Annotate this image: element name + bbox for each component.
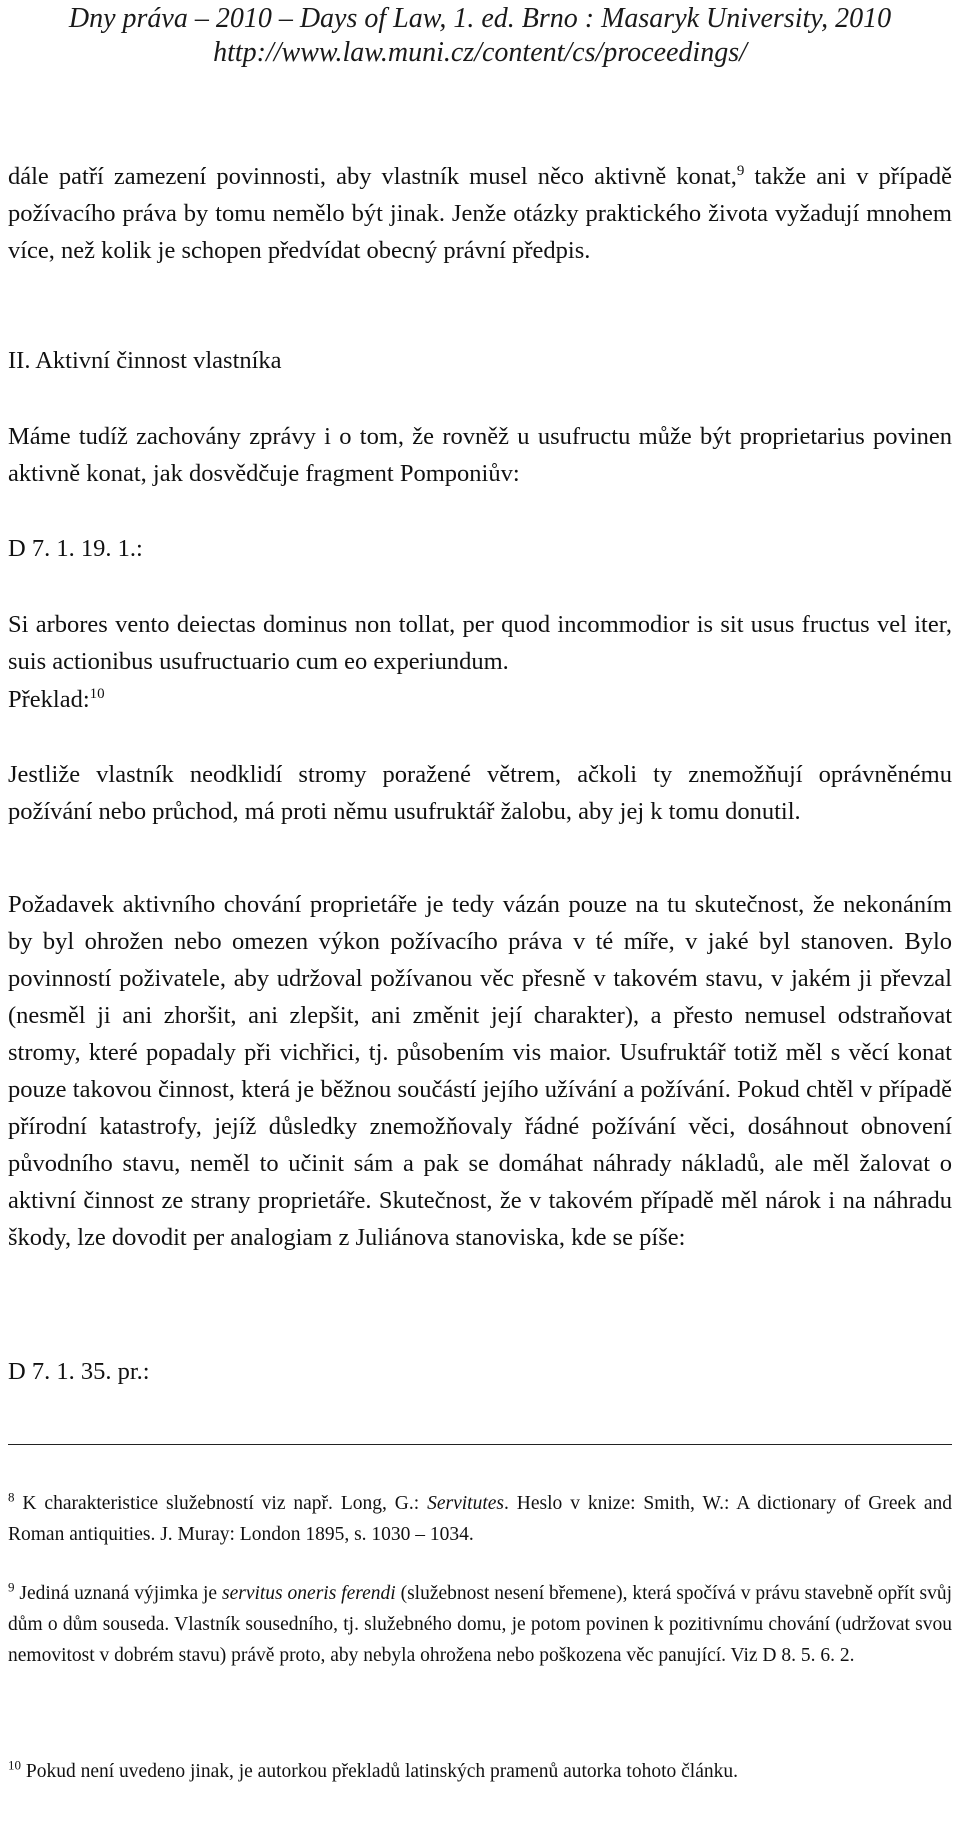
- paragraph-usufruct: Máme tudíž zachovány zprávy i o tom, že rovněž u usufructu může být proprietarius povinen aktivně konat, jak dosvědčuje fragment Pomponiův:: [8, 423, 952, 487]
- footnote-10: [8, 1756, 952, 1787]
- translation-label-text: Překlad:: [8, 686, 90, 713]
- source-reference: D 7. 1. 35. pr.:: [8, 1358, 150, 1385]
- footnote-separator: [8, 1444, 952, 1445]
- footnote-italic: servitus oneris ferendi: [221, 1583, 396, 1604]
- paragraph-main: Požadavek aktivního chování proprietáře je tedy vázán pouze na tu skutečnost, že nekonáním by byl ohrožen nebo omezen výkon požívacího práva v té míře, v jaké byl stanoven. Bylo povinností poživatele, aby udržoval požívanou věc přesně v takovém stavu, v jakém ji převzal (nesměl ji ani zhoršit, ani zlepšit, ani změnit její charakter), a přesto nemusel odstraňovat stromy, které popadaly při vichřici, tj. působením vis maior. Usufruktář totiž měl s věcí konat pouze takovou činnost, která je běžnou součástí jejího užívání a požívání. Pokud chtěl v případě přírodní katastrofy, jejíž důsledky znemožňovaly řádné požívání věci, dosáhnout obnovení původního stavu, neměl to učinit sám a pak se domáhat náhrady nákladů, ale měl žalovat o aktivní činnost ze strany proprietáře. Skutečnost, že v takovém případě měl nárok i na náhradu škody, lze dovodit per analogiam z Juliánova stanoviska, kde se píše:: [8, 891, 952, 1251]
- footnote-number: 10: [8, 1757, 21, 1773]
- footnote-text: (služebnost nesení břemene), která spočívá v právu stavebně opřít svůj dům o dům souseda. Vlastník sousedního, tj. služebného domu, je potom povinen k pozitivnímu chování (udržovat svou nemovitost v dobrém stavu) právě proto, aby nebyla ohrožena nebo poškozena věc panující. Viz D 8. 5. 6. 2.: [8, 1583, 953, 1666]
- paragraph-text: dále patří zamezení povinnosti, aby vlastník musel něco aktivně konat,: [8, 163, 737, 190]
- footnote-number: 8: [8, 1489, 15, 1505]
- footnote-text: K charakteristice služebností viz např. Long, G.:: [14, 1493, 428, 1514]
- footnote-italic: Servitutes: [427, 1493, 504, 1514]
- translation-text: Jestliže vlastník neodklidí stromy poražené větrem, ačkoli ty znemožňují oprávněnému požívání nebo průchod, má proti němu usufruktář žalobu, aby jej k tomu donutil.: [8, 761, 952, 825]
- running-header-url[interactable]: http://www.law.muni.cz/content/cs/proceedings/: [213, 37, 747, 68]
- paragraph-text: takže ani v případě požívacího práva by tomu nemělo být jinak. Jenže otázky praktického života vyžadují mnohem více, než kolik je schopen předvídat obecný právní předpis.: [8, 163, 952, 264]
- footnote-text: Jediná uznaná výjimka je: [14, 1583, 222, 1604]
- footnote-ref-10[interactable]: 10: [89, 685, 105, 702]
- source-reference: D 7. 1. 19. 1.:: [8, 535, 143, 562]
- footnote-9: [8, 1578, 952, 1671]
- translation-label: [8, 681, 952, 718]
- paragraph-continuation: [8, 158, 952, 269]
- footnote-text: . Heslo v knize: Smith, W.: A dictionary of Greek and Roman antiquities. J. Muray: London 1895, s. 1030 – 1034.: [8, 1493, 952, 1545]
- section-heading: II. Aktivní činnost vlastníka: [8, 347, 282, 374]
- latin-quotation: Si arbores vento deiectas dominus non tollat, per quod incommodior is sit usus fructus vel iter, suis actionibus usufructuario cum eo experiundum.: [8, 611, 952, 675]
- running-header-title: Dny práva – 2010 – Days of Law, 1. ed. Brno : Masaryk University, 2010: [68, 3, 892, 34]
- footnote-number: 9: [8, 1579, 15, 1595]
- footnote-ref-9[interactable]: 9: [736, 162, 745, 179]
- footnote-8: [8, 1488, 952, 1550]
- footnote-text: Pokud není uvedeno jinak, je autorkou překladů latinských pramenů autorka tohoto článku.: [21, 1761, 738, 1782]
